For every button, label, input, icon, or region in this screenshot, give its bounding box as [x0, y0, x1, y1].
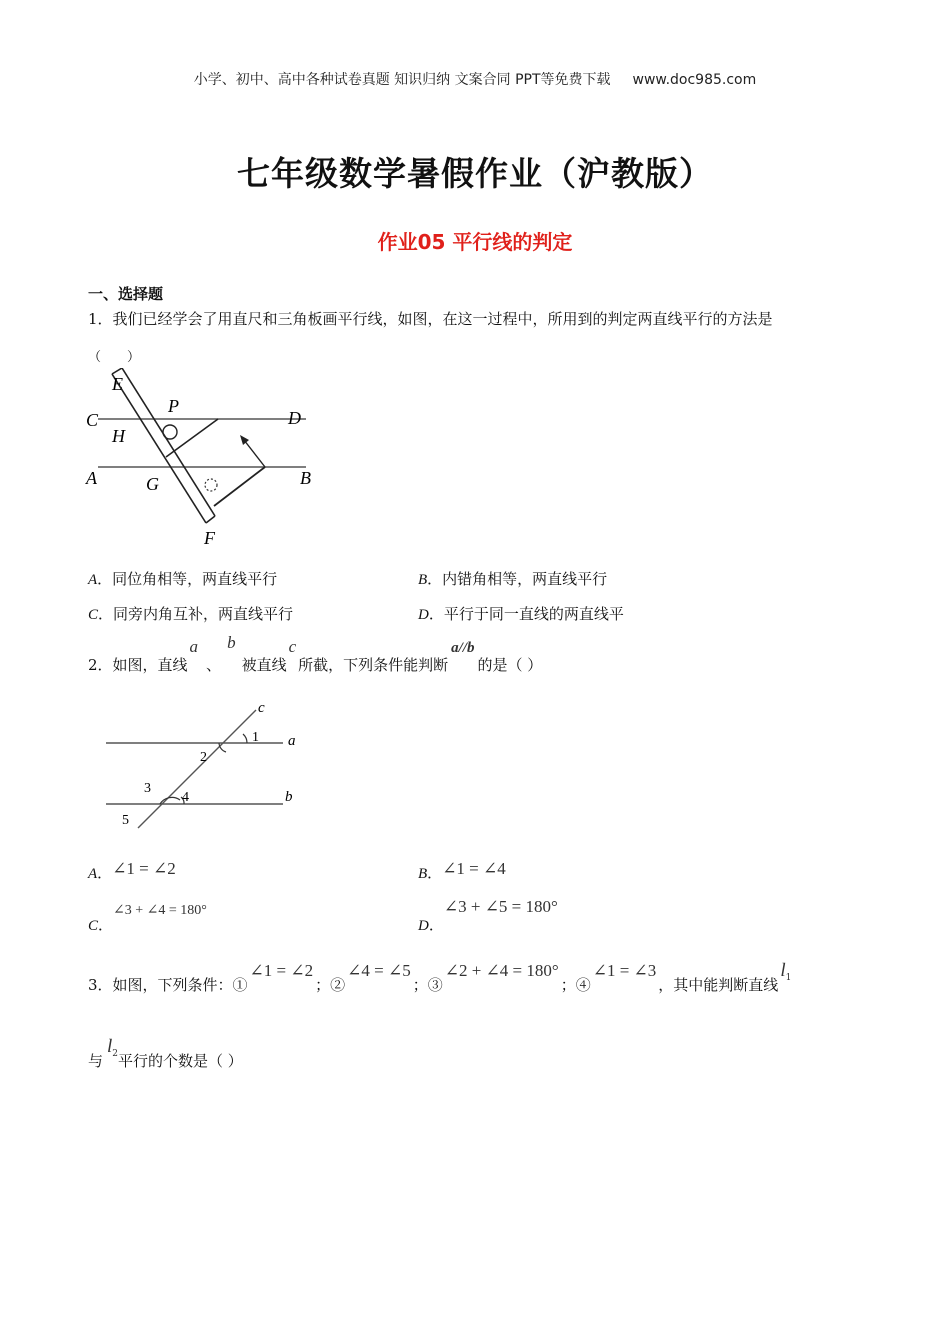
- label-a: A: [86, 468, 97, 488]
- q1-option-a[interactable]: A．同位角相等，两直线平行: [88, 570, 278, 588]
- label-c: C: [86, 410, 99, 430]
- page-header: [0, 69, 950, 89]
- label-a-line: a: [288, 733, 296, 749]
- angle-3-label: 3: [144, 781, 151, 796]
- ruler-ef: [112, 368, 215, 523]
- label-c-line: c: [258, 700, 265, 716]
- angle-5-label: 5: [122, 813, 129, 828]
- question-3-text: 3．如图，下列条件：①∠1 = ∠2；②∠4 = ∠5；③∠2 + ∠4 = 180°；④∠1 = ∠3，其中能判断直线$l_1$: [88, 960, 792, 994]
- question-1-figure: [84, 368, 324, 548]
- label-h: H: [112, 426, 125, 446]
- set-square-upper: [163, 419, 218, 457]
- question-3-text-line-2: 与$l_2$平行的个数是（ ）: [88, 1036, 243, 1070]
- q1-option-c[interactable]: C．同旁内角互补，两直线平行: [88, 605, 294, 623]
- q2-option-b[interactable]: B．∠1 = ∠4: [418, 859, 506, 882]
- q2-option-c[interactable]: C．∠3 + ∠4 = 180°: [88, 903, 207, 934]
- label-f: F: [204, 528, 215, 548]
- set-square-lower: [205, 467, 265, 506]
- angle-2-label: 2: [200, 750, 207, 765]
- line-c: [138, 710, 256, 828]
- question-2-figure: [98, 696, 308, 836]
- label-g: G: [146, 474, 159, 494]
- q1-option-d[interactable]: D．平行于同一直线的两直线平: [418, 605, 624, 623]
- question-1-paren: （ ）: [88, 350, 141, 365]
- label-b: B: [300, 468, 311, 488]
- angle-4-label: 4: [182, 790, 189, 805]
- angle-1-label: 1: [252, 730, 259, 745]
- label-d: D: [288, 408, 301, 428]
- page-title: 七年级数学暑假作业（沪教版）: [237, 154, 713, 193]
- label-e: E: [112, 374, 123, 394]
- question-1-text: 1．我们已经学会了用直尺和三角板画平行线，如图，在这一过程中，所用到的判定两直线平行的方法是: [88, 310, 773, 328]
- section-heading: 一、选择题: [88, 285, 164, 303]
- label-p: P: [168, 396, 179, 416]
- arrow-icon: [240, 435, 265, 467]
- q2-option-d[interactable]: D．∠3 + ∠5 = 180°: [418, 897, 558, 934]
- label-b-line: b: [285, 789, 293, 805]
- q1-option-b[interactable]: B．内错角相等，两直线平行: [418, 570, 608, 588]
- page-subtitle: 作业05 平行线的判定: [377, 230, 573, 254]
- header-site-link[interactable]: www.doc985.com: [632, 72, 757, 88]
- question-2-text: 2．如图，直线a、b被直线c所截，下列条件能判断a//b的是（ ）: [88, 633, 543, 674]
- q2-option-a[interactable]: A．∠1 = ∠2: [88, 859, 176, 882]
- header-text: 小学、初中、高中各种试卷真题 知识归纳 文案合同 PPT等免费下载: [193, 72, 611, 88]
